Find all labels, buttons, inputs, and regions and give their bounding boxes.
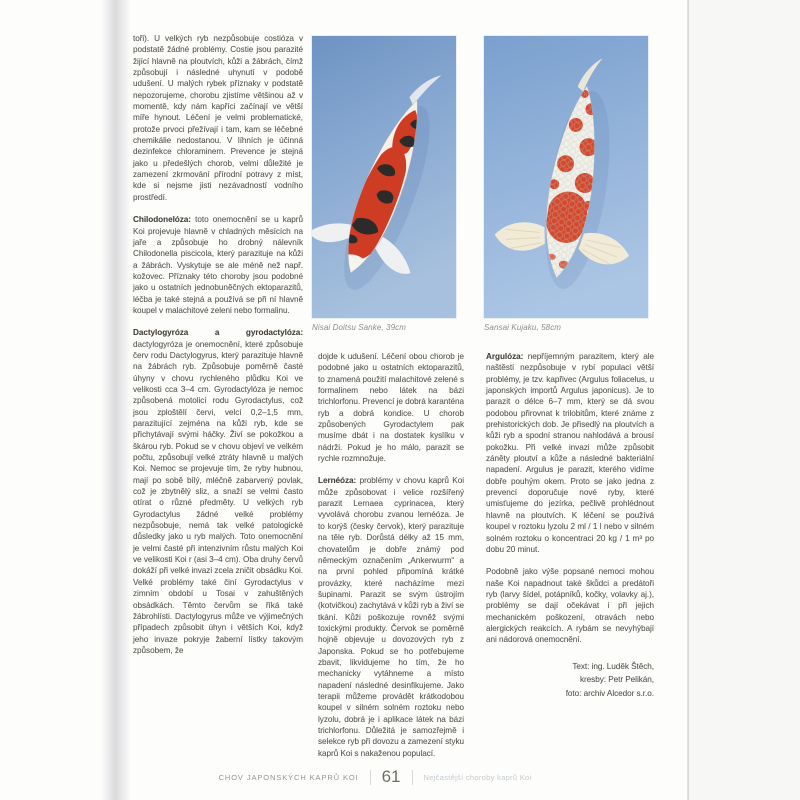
- footer-separator: [412, 770, 413, 785]
- paragraph-lead: Dactylogyróza a gyrodactylóza:: [133, 328, 303, 338]
- koi-photo-kujaku: [484, 36, 648, 332]
- page-right-margin: [689, 0, 800, 800]
- koi-photo-sanke: [312, 36, 456, 332]
- paragraph-text: nepříjemným parazitem, který ale naštěstí nezpůsobuje v rybí populaci větší problémy, je tzv. kapřivec (Argulus foliacelus, u japonských importů Argulus japonicus). Je to parazit o délce 6–7 mm, který se dá svou podobou přirovnat k trilobitům, které známe z prehistorických dob. Je přisedlý na ploutvích a kůži ryb a spodní stranou nahlodává a brousí pokožku. Při velké invazi může způsobit záněty ploutví a kůže a následné bakteriální napadení. Argulus je parazit, kterého vidíme dobře pouhým okem. Proto se jako jedna z prevencí doporučuje nové ryby, které umisťujeme do jezírka, pečlivě prohlédnout hlavně na ploutvích. K léčení se používá koupel v roztoku lyzolu 2 ml / 1 l nebo v silném solném roztoku o koncentraci 20 kg / 1 m³ po dobu 20 minut.: [486, 352, 654, 554]
- photo-caption-left: Nisai Doitsu Sanke, 39cm: [312, 323, 406, 332]
- paragraph-lead: Chilodonelóza:: [133, 215, 191, 225]
- photo-caption-right: Sansai Kujaku, 58cm: [484, 323, 562, 332]
- paragraph-text: dactylogyróza je onemocnění, které způsobuje červ rodu Dactylogyrus, který parazituje hlavně na žábrách ryb. Způsobuje poměrně časté úhyny v chovu rychleného plůdku Koi ve velikosti cca 3–4 cm. Gyrodactylóza je nemoc způsobená motolicí rodu Gyrodactylus, což jsou zploštělí červi, velcí 0,2–1,5 mm, parazitující zejména na kůži ryb, kde se přichytávají svými háčky. Živí se pokožkou a škárou ryb. Pokud se v chovu objeví ve velkém počtu, způsobují velké ztráty hlavně u malých Koi. Nemoc se projevuje tím, že ryby hubnou, mají po sobě bílý, mléčně zabarvený povlak, což je zbytnělý sliz, a snaží se velmi často otírat o různé předměty. U velkých ryb Gyrodactylus žádné velké problémy nezpůsobuje, nemá tak velké patologické důsledky jako u ryb malých. Toto onemocnění je velmi časté při intenzivním růstu malých Koi ve velikosti Koi r (asi 3–4 cm). Oba druhy červů dokáží při velké invazi zcela zničit obsádku Koi. Velké problémy také činí Gyrodactylus v zimním období u Tosai v zahuštěných obsádkách. Těmto červům se říká také žábrohlísti. Dactylogyrus může ve výjimečných případech způsobit úhyn i větších Koi, když jeho invaze pokryje žaberní lístky takovým způsobem, že: [133, 339, 303, 655]
- paragraph-continuation: [318, 351, 464, 464]
- paragraph-lead: Lernéóza:: [318, 476, 357, 486]
- page-edge-line: [687, 0, 689, 800]
- paragraph-costioza: [133, 33, 303, 203]
- paragraph-text: dojde k udušení. Léčení obou chorob je podobné jako u ostatních ektoparazitů, to znamená použití malachitové zelené s formalinem nebo látek na bázi trichlorfonu. Prevencí je dobrá karanténa ryb a dobrá kondice. U chorob způsobených Gyrodactylem pak musíme dbát i na dostatek kyslíku v nádrži. Pokud je ho málo, parazit se rychle rozmnožuje.: [318, 352, 464, 464]
- paragraph-chilodoneloza: [133, 214, 303, 316]
- credit-illustrator: kresby: Petr Pelikán,: [579, 675, 654, 685]
- paragraph-arguloza: [486, 351, 654, 555]
- paragraph-text: toto onemocnění se u kaprů Koi projevuje hlavně v chladných měsících na jaře a způsobuje ho drobný nálevník Chilodonella piscicola, který parazituje na kůži a žábrách. Vyskytuje se ale méně než např. kožovec. Příznaky této choroby jsou podobné jako u ostatních jednobuněčných ektoparazitů, léčba je také stejná a používá se při ní hlavně koupel v malachitové zeleni nebo formalinu.: [133, 215, 303, 315]
- paragraph-text: toři). U velkých ryb nezpůsobuje costióza v podstatě žádné problémy. Costie jsou parazité žijící hlavně na ploutvích, kůži a žábrách, čímž způsobují i následné uhynutí v podobě udušení. U malých rybek příznaky v podstatě nepozorujeme, chorobu zjistíme většinou až v momentě, kdy nám kapříci začínají ve větší míře hynout. Léčení je velmi problematické, protože prvoci přežívají i tam, kam se léčebné chemikálie nedostanou. V líhních je účinná dezinfekce chloraminem. Prevence je stejná jako u předešlých chorob, velmi důležité je zamezení zkrmování přírodní potravy z míst, kde si nejsme jisti nezávadností vodního prostředí.: [133, 34, 303, 202]
- credit-photo-source: foto: archiv Alcedor s.r.o.: [565, 688, 654, 698]
- footer-separator: [370, 770, 371, 785]
- page-footer: [113, 763, 637, 791]
- text-column-3: [486, 351, 654, 700]
- paragraph-text: Podobně jako výše popsané nemoci mohou naše Koi napadnout také škůdci a predátoři ryb (larvy šídel, potápníků, kočky, volavky aj.), problémy se dají očekávat i při jejich mechanickém poškození, otravách nebo alergických reakcích. A rybám se nevyhýbají ani nádorová onemocnění.: [486, 567, 654, 645]
- footer-book-title: CHOV JAPONSKÝCH KAPRŮ KOI: [218, 772, 359, 782]
- text-column-2: [318, 351, 464, 770]
- page-gutter-shadow: [101, 0, 131, 800]
- text-column-1: [133, 33, 303, 667]
- paragraph-predators: [486, 566, 654, 645]
- paragraph-lead: Argulóza:: [486, 352, 524, 361]
- paragraph-text: problémy v chovu kaprů Koi může způsobovat i velice rozšířený parazit Lernaea cyprinacea, který vyvolává chorobu zvanou lernéóza. Je to korýš (česky červok), který parazituje na těle ryb. Dorůstá délky až 15 mm, chovatelům je dobře známý pod německým označením „Ankerwurm“ a na první pohled připomíná krátké provázky, které nacházíme mezi šupinami. Parazit se svým ústrojím (kotvičkou) zachytává v kůži ryb a živí se tkání. Kůži poškozuje rovněž svými toxickými produkty. Červok se poměrně hojně objevuje u dovozových ryb z Japonska. Pokud se ho potřebujeme zbavit, likvidujeme ho tím, že ho mechanicky vytáhneme a místo napadení následné desinfikujeme. Jako terapii můžeme provádět krátkodobou koupel v silném solném roztoku nebo lyzolu, dobrá je i aplikace látek na bázi trichlorfonu. Důležitá je samozřejmě i selekce ryb při dovozu a zamezení styku kaprů Koi s nakaženou populací.: [318, 476, 464, 758]
- credits-block: [486, 660, 654, 701]
- koi-sanke-image: [312, 36, 456, 318]
- koi-kujaku-image: [484, 36, 648, 318]
- paragraph-dactylogyroza: [133, 327, 303, 656]
- paragraph-lerneoza: [318, 475, 464, 759]
- credit-text-author: Text: ing. Luděk Štěch,: [572, 661, 654, 671]
- footer-chapter-title: Nejčastější choroby kaprů Koi: [423, 772, 532, 782]
- page-number: 61: [381, 767, 401, 786]
